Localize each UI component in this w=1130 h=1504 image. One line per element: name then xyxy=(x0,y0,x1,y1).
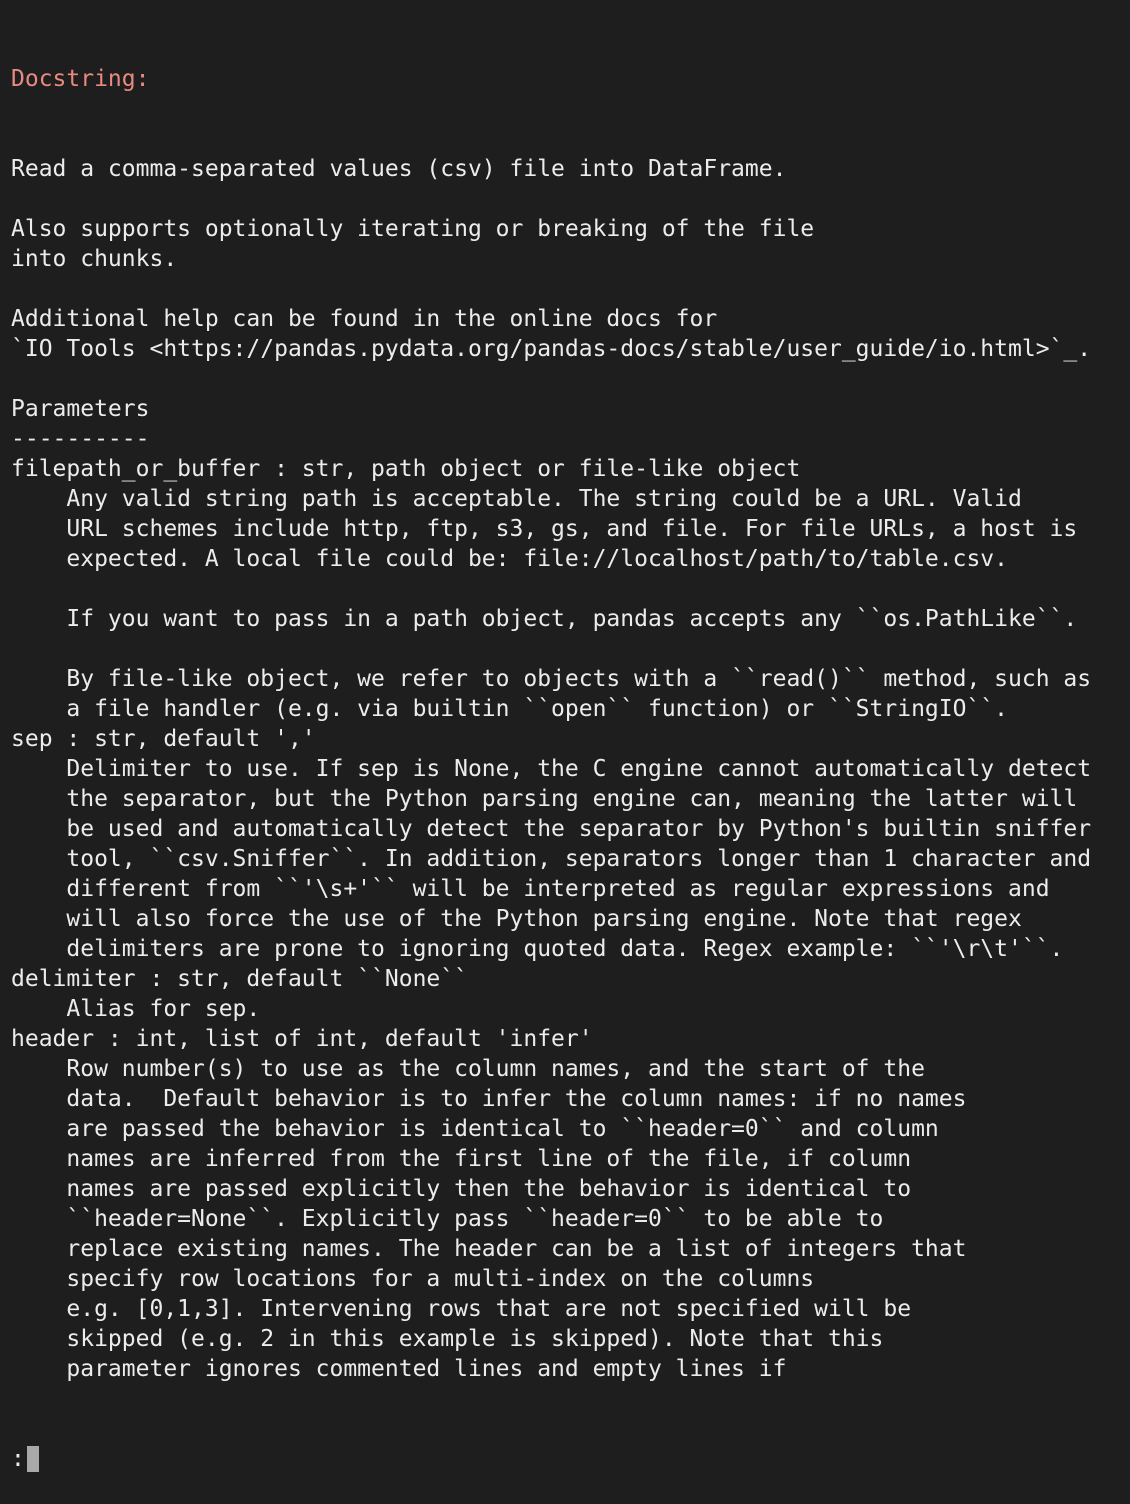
pager-line: Alias for sep. xyxy=(11,996,261,1022)
pager-line: sep : str, default ',' xyxy=(11,726,316,752)
pager-prompt[interactable] xyxy=(11,1444,1130,1474)
prompt-symbol: : xyxy=(11,1446,25,1472)
pager-line: Read a comma-separated values (csv) file into DataFrame. xyxy=(11,156,787,182)
pager-line: different from ``'\s+'`` will be interpreted as regular expressions and xyxy=(11,876,1050,902)
pager-line: tool, ``csv.Sniffer``. In addition, separators longer than 1 character and xyxy=(11,846,1092,872)
pager-line: are passed the behavior is identical to ``header=0`` and column xyxy=(11,1116,939,1142)
pager-line: Any valid string path is acceptable. The string could be a URL. Valid xyxy=(11,486,1022,512)
pager-line: be used and automatically detect the separator by Python's builtin sniffer xyxy=(11,816,1092,842)
pager-line: names are inferred from the first line of the file, if column xyxy=(11,1146,912,1172)
pager-line: skipped (e.g. 2 in this example is skipped). Note that this xyxy=(11,1326,884,1352)
pager-line: a file handler (e.g. via builtin ``open`` function) or ``StringIO``. xyxy=(11,696,1008,722)
pager-line: the separator, but the Python parsing engine can, meaning the latter will xyxy=(11,786,1078,812)
pager-line: `IO Tools <https://pandas.pydata.org/pandas-docs/stable/user_guide/io.html>`_. xyxy=(11,336,1092,362)
pager-line: replace existing names. The header can be a list of integers that xyxy=(11,1236,967,1262)
pager-line xyxy=(11,364,1130,394)
pager-line: Additional help can be found in the online docs for xyxy=(11,306,718,332)
pager-line: Delimiter to use. If sep is None, the C engine cannot automatically detect xyxy=(11,756,1092,782)
pager-line: expected. A local file could be: file://localhost/path/to/table.csv. xyxy=(11,546,1008,572)
pager-line: will also force the use of the Python parsing engine. Note that regex xyxy=(11,906,1022,932)
pager-line: data. Default behavior is to infer the column names: if no names xyxy=(11,1086,967,1112)
pager-line: delimiter : str, default ``None`` xyxy=(11,966,468,992)
pager-line: e.g. [0,1,3]. Intervening rows that are not specified will be xyxy=(11,1296,912,1322)
pager-line: delimiters are prone to ignoring quoted data. Regex example: ``'\r\t'``. xyxy=(11,936,1064,962)
docstring-heading: Docstring: xyxy=(11,66,150,92)
pager-line: into chunks. xyxy=(11,246,178,272)
pager-line: ---------- xyxy=(11,426,150,452)
pager-line xyxy=(11,634,1130,664)
pager-line: specify row locations for a multi-index on the columns xyxy=(11,1266,815,1292)
pager-line: parameter ignores commented lines and empty lines if xyxy=(11,1356,787,1382)
pager-line: Parameters xyxy=(11,396,150,422)
pager-line xyxy=(11,574,1130,604)
pager-content xyxy=(11,154,1130,1384)
pager-line: header : int, list of int, default 'infer' xyxy=(11,1026,593,1052)
pager-line xyxy=(11,184,1130,214)
pager-line: URL schemes include http, ftp, s3, gs, and file. For file URLs, a host is xyxy=(11,516,1078,542)
pager-line: ``header=None``. Explicitly pass ``header=0`` to be able to xyxy=(11,1206,884,1232)
pager-line: filepath_or_buffer : str, path object or file-like object xyxy=(11,456,801,482)
text-cursor xyxy=(27,1446,39,1472)
pager-line: names are passed explicitly then the behavior is identical to xyxy=(11,1176,912,1202)
pager-line xyxy=(11,274,1130,304)
pager-line: Row number(s) to use as the column names, and the start of the xyxy=(11,1056,925,1082)
pager-line: If you want to pass in a path object, pandas accepts any ``os.PathLike``. xyxy=(11,606,1078,632)
pager-line: Also supports optionally iterating or breaking of the file xyxy=(11,216,815,242)
pager-line: By file-like object, we refer to objects with a ``read()`` method, such as xyxy=(11,666,1092,692)
